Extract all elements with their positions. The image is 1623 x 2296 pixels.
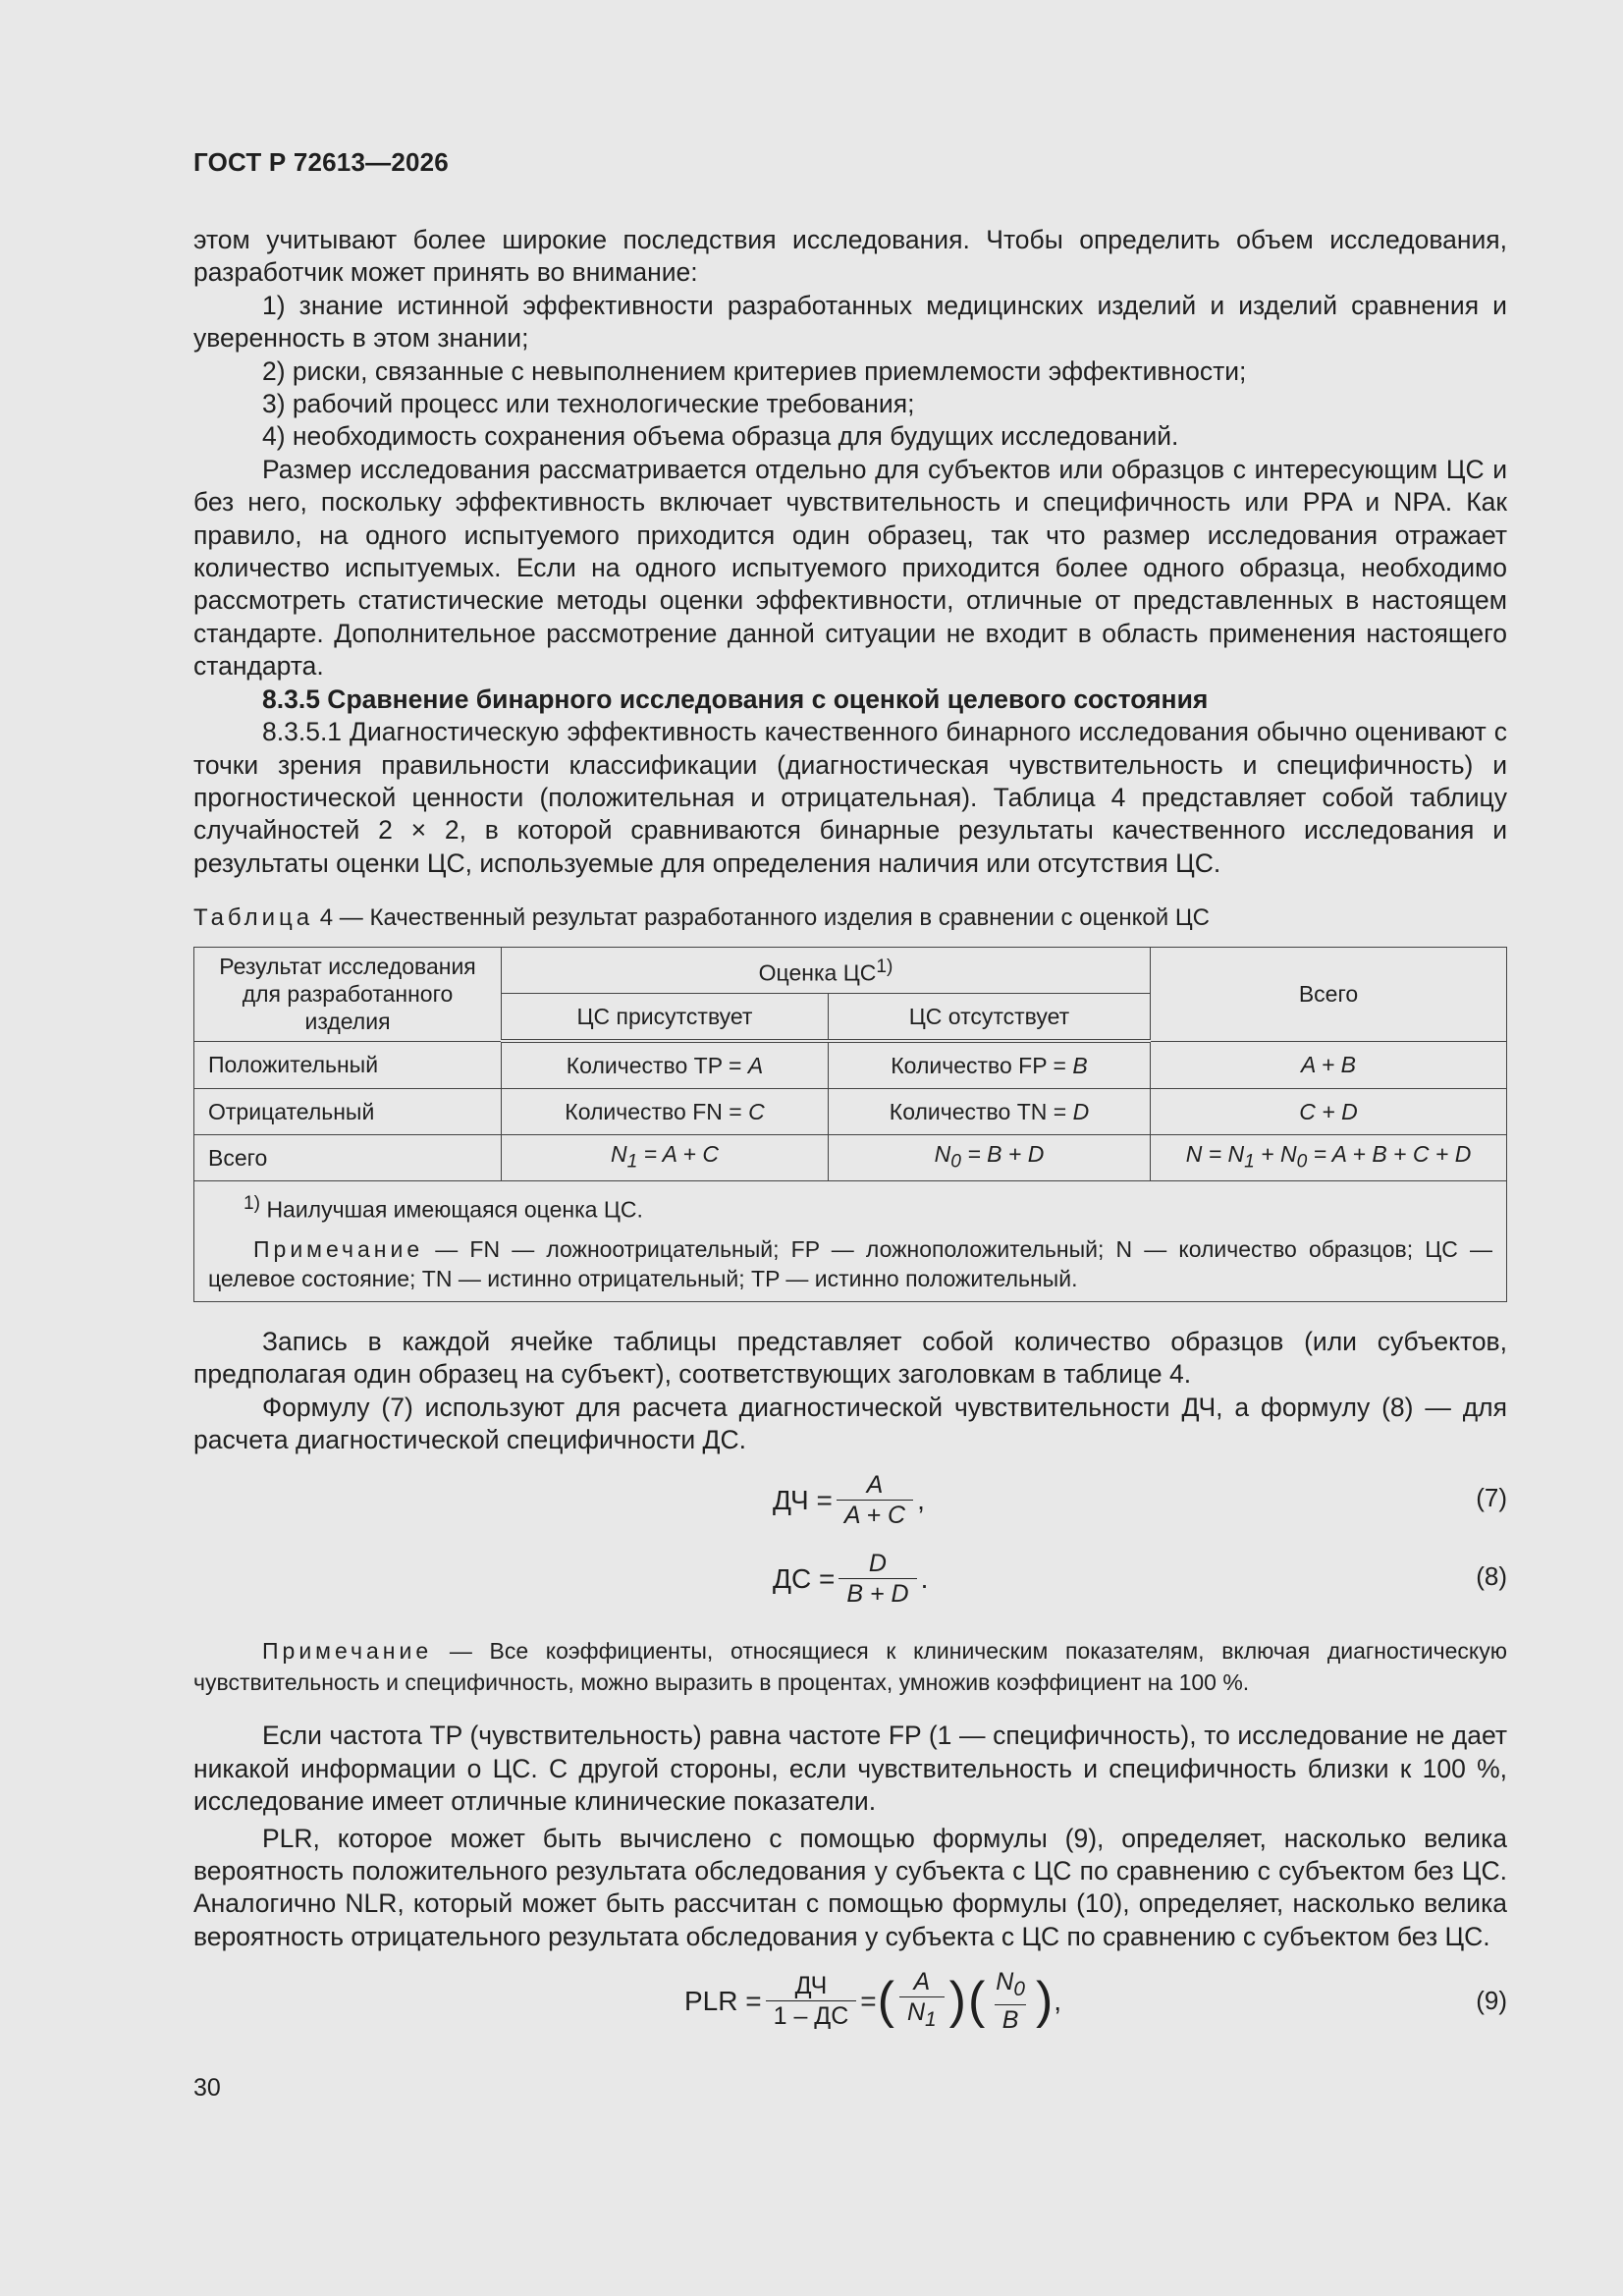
table-footnote [208, 1189, 1492, 1225]
denominator: 1 – ДС [766, 2000, 857, 2031]
paragraph: Размер исследования рассматривается отдельно для субъектов или образцов с интересующим ЦС и без него, поскольку эффективность включает чувствительность и специфичность или PPA и NPA. Как правило, на одного испытуемого приходится один образец, так что размер исследования отражает количество испытуемых. Если на одного испытуемого приходится более одного образца, необходимо рассмотреть статистические методы оценки эффективности, отличные от представленных в настоящем стандарте. Дополнительное рассмотрение данной ситуации не входит в область применения настоящего стандарта. [193, 454, 1507, 682]
fraction [990, 1967, 1031, 2035]
formula-tail: , [917, 1484, 925, 1515]
cell-var: D [1072, 1099, 1090, 1125]
table-cell [1151, 1041, 1507, 1089]
numerator: A [913, 1967, 931, 1995]
numerator: ДЧ [794, 1971, 828, 1999]
row-label: Отрицательный [194, 1089, 502, 1135]
cell-var: B [1072, 1053, 1088, 1079]
numerator: D [868, 1549, 887, 1577]
table-row [194, 1089, 1507, 1135]
cell-sub: 1 [1244, 1151, 1255, 1173]
table-cell [829, 1041, 1151, 1089]
cell-text: Количество TP = [566, 1053, 748, 1079]
cell-var: = B + D [960, 1140, 1045, 1167]
cell-sub: 0 [1296, 1151, 1308, 1173]
den-sub: 1 [925, 2007, 937, 2031]
table-cell [502, 1135, 829, 1181]
formula-lhs: ДС = [773, 1562, 836, 1594]
table-caption-label: Таблица [193, 904, 314, 932]
formula-expression [773, 1539, 928, 1617]
page-number: 30 [193, 2074, 221, 2102]
formula-lhs: PLR = [684, 1985, 762, 2016]
list-item: 3) рабочий процесс или технологические требования; [262, 389, 915, 419]
num-sub: 0 [1013, 1977, 1025, 2000]
formula-expression [773, 1460, 925, 1539]
table-cell [502, 1089, 829, 1135]
note [193, 1635, 1507, 1698]
section-heading: 8.3.5 Сравнение бинарного исследования с оценкой целевого состояния [262, 683, 1209, 714]
cell-var: C + D [1299, 1099, 1358, 1125]
left-paren: ( [967, 1972, 986, 2030]
denominator: B [995, 2004, 1027, 2035]
table-row-total [194, 1135, 1507, 1181]
paragraph: PLR, которое может быть вычислено с помощью формулы (9), определяет, насколько велика вероятность положительного результата обследования у субъекта с ЦС по сравнению с субъектом без ЦС. Аналогично NLR, который может быть рассчитан с помощью формулы (10), определяет, насколько велика вероятность отрицательного результата обследования у субъекта с ЦС по сравнению с субъектом без ЦС. [193, 1823, 1507, 1951]
table-caption-text: 4 — Качественный результат разработанного изделия в сравнении с оценкой ЦС [319, 904, 1210, 932]
cell-var: A [747, 1053, 764, 1079]
table-cell [1151, 1089, 1507, 1135]
footnote-ref: 1) [876, 957, 893, 978]
table-footer [194, 1181, 1507, 1302]
cell-text: Количество FP = [891, 1053, 1073, 1079]
column-header-total: Всего [1151, 948, 1507, 1042]
cell-var: N [934, 1140, 951, 1167]
denominator: B + D [839, 1578, 916, 1609]
table-cell [829, 1089, 1151, 1135]
paragraph: Запись в каждой ячейке таблицы представляет собой количество образцов (или субъектов, предполагая один образец на субъект), соответствующих заголовкам в таблице 4. [193, 1326, 1507, 1390]
denominator: A + C [837, 1500, 913, 1530]
paragraph: 8.3.5.1 Диагностическую эффективность качественного бинарного исследования обычно оценивают с точки зрения правильности классификации (диагностическая чувствительность и специфичность) и прогностической ценности (положительная и отрицательная). Таблица 4 представляет собой таблицу случайностей 2 × 2, в которой сравниваются бинарные результаты качественного исследования и результаты оценки ЦС, используемые для определения наличия или отсутствия ЦС. [193, 717, 1507, 878]
denominator [899, 1996, 945, 2035]
table-cell [829, 1135, 1151, 1181]
formula-number: (8) [1476, 1561, 1507, 1592]
note-text: — Все коэффициенты, относящиеся к клиническим показателям, включая диагностическую чувствительность и специфичность, можно выразить в процентах, умножив коэффициент на 100 %. [193, 1638, 1507, 1696]
num-var: N [996, 1967, 1014, 1995]
row-label: Положительный [194, 1041, 502, 1089]
numerator [990, 1967, 1031, 2004]
column-header-result: Результат исследования для разработанного изделия [194, 948, 502, 1042]
column-group-label: Оценка ЦС [758, 959, 877, 986]
page-content [193, 224, 1507, 2044]
left-paren: ( [877, 1972, 894, 2030]
formula-9 [193, 1961, 1507, 2044]
table-cell [502, 1041, 829, 1089]
note-label: Примечание [253, 1235, 424, 1262]
numerator: A [866, 1470, 884, 1499]
cell-var: = A + C [637, 1140, 719, 1167]
formula-8 [193, 1539, 1507, 1617]
footnote-text: Наилучшая имеющаяся оценка ЦС. [266, 1196, 643, 1223]
formula-tail: . [920, 1562, 929, 1594]
table-row [194, 1041, 1507, 1089]
cell-sub: 0 [950, 1151, 961, 1173]
cell-text: Количество TN = [889, 1099, 1073, 1125]
formula-expression [684, 1961, 1061, 2040]
cell-var: + N [1254, 1140, 1297, 1167]
right-paren: ) [948, 1972, 966, 2030]
cell-var: C [748, 1099, 765, 1125]
column-group-header [502, 948, 1151, 994]
formula-eq: = [860, 1985, 877, 2016]
den-var: N [906, 1997, 926, 2026]
cell-var: = A + B + C + D [1307, 1140, 1472, 1167]
fraction [837, 1470, 913, 1530]
list-item: 2) риски, связанные с невыполнением критериев приемлемости эффективности; [262, 355, 1247, 386]
table-note [208, 1234, 1492, 1293]
list-item: 1) знание истинной эффективности разработанных медицинских изделий и изделий сравнения и уверенность в этом знании; [193, 290, 1507, 354]
table-cell [1151, 1135, 1507, 1181]
formula-tail: , [1054, 1985, 1062, 2016]
row-label: Всего [194, 1135, 502, 1181]
cell-var: N = N [1185, 1140, 1245, 1167]
footnote-mark: 1) [243, 1193, 261, 1215]
formula-lhs: ДЧ = [773, 1484, 833, 1515]
fraction [766, 1971, 857, 2031]
note-label: Примечание [262, 1638, 433, 1665]
document-header: ГОСТ Р 72613—2026 [193, 147, 449, 177]
paragraph: этом учитывают более широкие последствия исследования. Чтобы определить объем исследования, разработчик может принять во внимание: [193, 225, 1507, 288]
formula-number: (7) [1476, 1483, 1507, 1513]
list-item: 4) необходимость сохранения объема образца для будущих исследований. [262, 421, 1179, 452]
paragraph: Формулу (7) используют для расчета диагностической чувствительности ДЧ, а формулу (8) — для расчета диагностической специфичности ДС. [193, 1392, 1507, 1454]
formula-number: (9) [1476, 1986, 1507, 2016]
fraction [899, 1967, 945, 2035]
cell-var: N [611, 1140, 627, 1167]
formula-7 [193, 1460, 1507, 1539]
column-header-present: ЦС присутствует [502, 994, 829, 1042]
cell-text: Количество FN = [565, 1099, 749, 1125]
table-caption [193, 903, 1507, 933]
right-paren: ) [1035, 1972, 1054, 2030]
cell-var: A + B [1300, 1052, 1357, 1078]
paragraph: Если частота TP (чувствительность) равна частоте FP (1 — специфичность), то исследование не дает никакой информации о ЦС. С другой стороны, если чувствительность и специфичность близки к 100 %, исследование имеет отличные клинические показатели. [193, 1721, 1507, 1817]
fraction [839, 1549, 916, 1609]
note-text: — FN — ложноотрицательный; FP — ложноположительный; N — количество образцов; ЦС — целевое состояние; TN — истинно отрицательный; TP — истинно положительный. [208, 1235, 1492, 1291]
table-4 [193, 947, 1507, 1302]
cell-sub: 1 [626, 1151, 638, 1173]
column-header-absent: ЦС отсутствует [829, 994, 1151, 1042]
